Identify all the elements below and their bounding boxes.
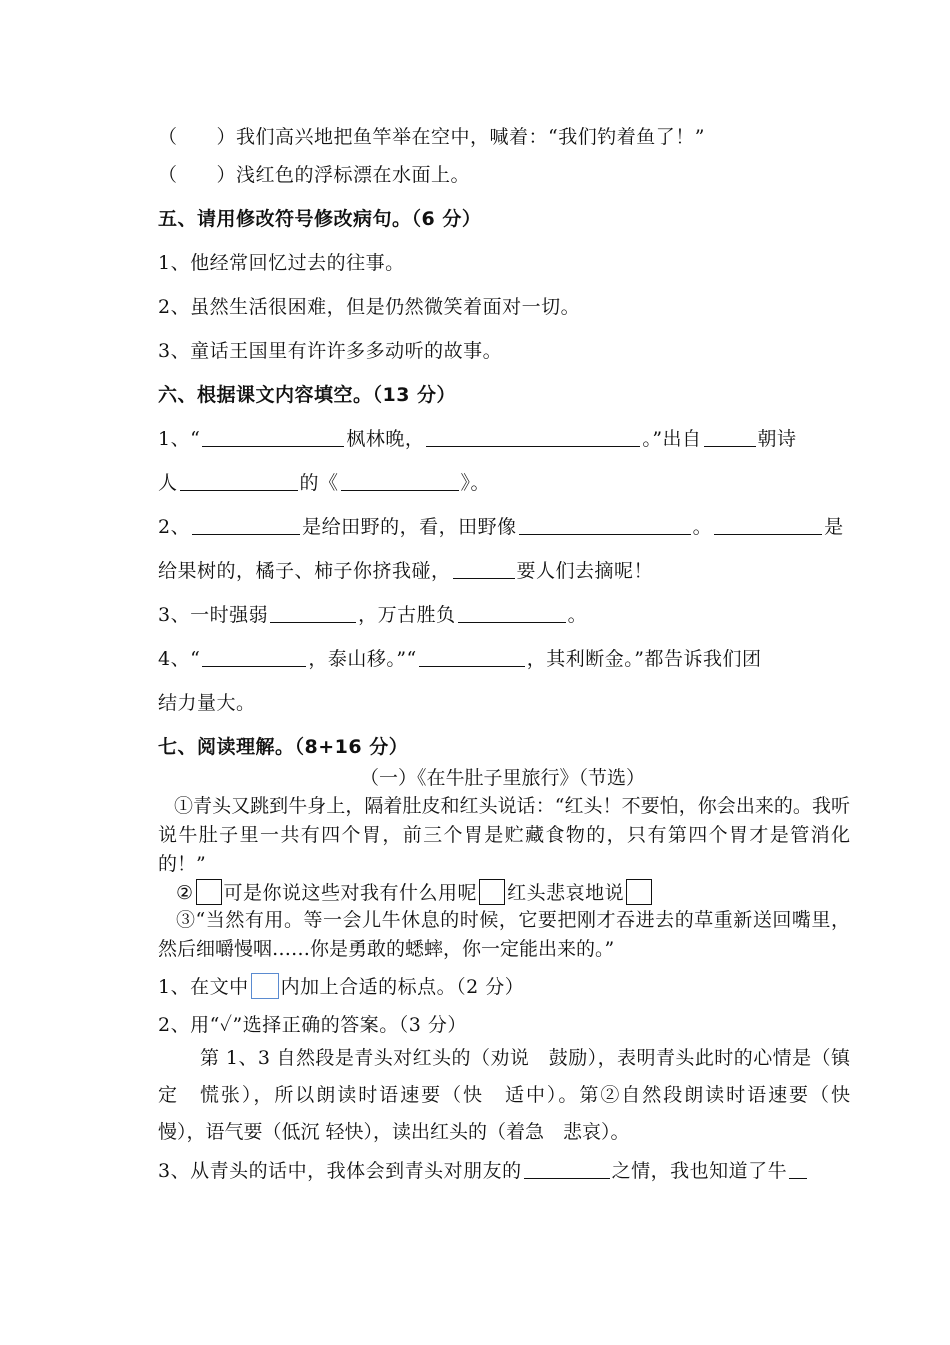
q4-item-1: （ ）我们高兴地把鱼竿举在空中，喊着：“我们钓着鱼了！” <box>158 126 705 148</box>
q5-sentence-3: 3、童话王国里有许许多多动听的故事。 <box>158 340 503 362</box>
p2-marker: ② <box>176 882 194 904</box>
q7-task-2-body: 第 1、3 自然段是青头对红头的（劝说 鼓励），表明青头此时的心情是（镇定 慌张），所以朗读时语速要（快 适中）。第②自然段朗读时语速要（快 慢），语气要（低沉 轻快），读出红头的（着急 悲哀）。 <box>158 1047 870 1143</box>
task-text: 3、从青头的话中，我体会到青头对朋友的 <box>158 1160 522 1182</box>
answer-blank[interactable] <box>453 560 515 579</box>
q6-line-6 <box>158 644 761 671</box>
answer-blank[interactable] <box>341 472 459 491</box>
section-5-title: 五、请用修改符号修改病句。（6 分） <box>158 208 482 230</box>
answer-blank[interactable] <box>519 516 691 535</box>
task-text: 1、在文中 <box>158 976 249 998</box>
task-text: 内加上合适的标点。（2 分） <box>280 976 525 998</box>
q6-text: 2、 <box>158 516 191 538</box>
q6-text: 1、“ <box>158 428 201 450</box>
q6-line-2 <box>158 468 490 495</box>
answer-blank[interactable] <box>458 604 566 623</box>
answer-blank[interactable] <box>426 428 640 447</box>
q6-text: 3、一时强弱 <box>158 604 269 626</box>
q5-sentence-1: 1、他经常回忆过去的往事。 <box>158 252 405 274</box>
q6-text: 枫林晚， <box>346 428 425 450</box>
section-6-title: 六、根据课文内容填空。（13 分） <box>158 384 457 406</box>
q6-text: ，泰山移。”“ <box>308 648 417 670</box>
passage-title: （一）《在牛肚子里旅行》（节选） <box>360 767 646 789</box>
q6-text: 人 <box>158 472 178 494</box>
punctuation-box[interactable] <box>479 879 505 905</box>
q7-task-3 <box>158 1156 809 1183</box>
q6-line-3 <box>158 512 844 539</box>
answer-blank[interactable] <box>202 428 344 447</box>
q6-text: 。 <box>692 516 713 538</box>
passage-paragraph-2 <box>176 878 654 905</box>
q6-text: 给果树的，橘子、柿子你挤我碰， <box>158 560 451 582</box>
q6-text: 4、“ <box>158 648 201 670</box>
q6-line-4 <box>158 556 653 583</box>
q6-text: 》。 <box>460 472 491 494</box>
answer-blank[interactable] <box>524 1160 610 1179</box>
q7-task-1 <box>158 972 524 999</box>
passage-paragraph-3: ③“当然有用。等一会儿牛休息的时候，它要把刚才吞进去的草重新送回嘴里，然后细嚼慢咽……你是勇敢的蟋蟀，你一定能出来的。” <box>158 909 850 960</box>
answer-blank[interactable] <box>704 428 756 447</box>
q6-text: 。 <box>567 604 588 626</box>
answer-blank[interactable] <box>419 648 525 667</box>
punctuation-box[interactable] <box>196 879 222 905</box>
q6-text: 是 <box>824 516 844 538</box>
answer-blank[interactable] <box>192 516 300 535</box>
q6-text: 要人们去摘呢！ <box>516 560 654 582</box>
p2-text: 红头悲哀地说 <box>507 882 625 904</box>
q4-item-2: （ ）浅红色的浮标漂在水面上。 <box>158 164 471 186</box>
sample-box <box>251 973 279 999</box>
q6-text: 朝诗 <box>757 428 797 450</box>
q6-text: 。”出自 <box>642 428 702 450</box>
section-7-title: 七、阅读理解。（8+16 分） <box>158 736 409 758</box>
punctuation-box[interactable] <box>626 879 652 905</box>
answer-blank[interactable] <box>789 1160 807 1179</box>
answer-blank[interactable] <box>202 648 306 667</box>
q6-line-7: 结力量大。 <box>158 692 256 714</box>
passage-paragraph-1: ①青头又跳到牛身上，隔着肚皮和红头说话：“红头！不要怕，你会出来的。我听说牛肚子里一共有四个胃，前三个胃是贮藏食物的，只有第四个胃才是管消化的！” <box>158 795 850 875</box>
q6-text: ，万古胜负 <box>358 604 456 626</box>
answer-blank[interactable] <box>270 604 356 623</box>
answer-blank[interactable] <box>180 472 298 491</box>
q5-sentence-2: 2、虽然生活很困难，但是仍然微笑着面对一切。 <box>158 296 581 318</box>
q6-text: 是给田野的，看，田野像 <box>302 516 517 538</box>
answer-blank[interactable] <box>714 516 822 535</box>
task-text: 之情，我也知道了牛 <box>611 1160 788 1182</box>
p2-text: 可是你说这些对我有什么用呢 <box>223 882 478 904</box>
q6-text: 的《 <box>299 472 339 494</box>
q6-line-1 <box>158 424 797 451</box>
q7-task-2: 2、用“✓”选择正确的答案。（3 分） <box>158 1014 467 1036</box>
q6-line-5 <box>158 600 587 627</box>
q6-text: ，其利断金。”都告诉我们团 <box>526 648 762 670</box>
